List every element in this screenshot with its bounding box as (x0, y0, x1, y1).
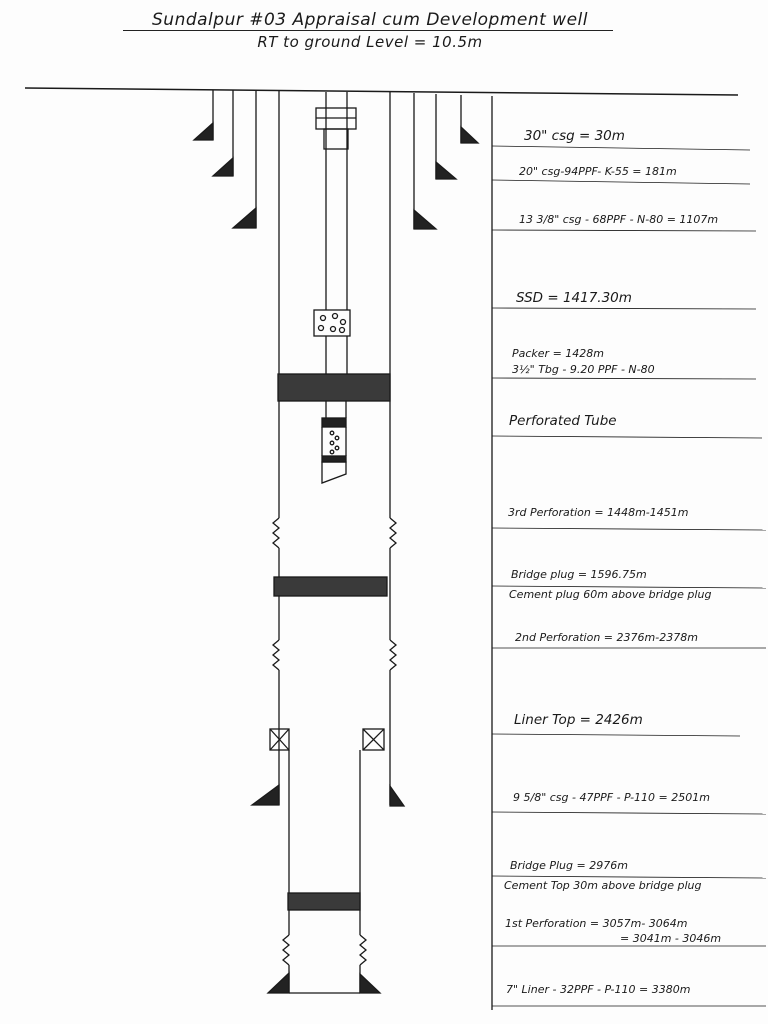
label-ssd: SSD = 1417.30m (516, 290, 632, 306)
liner-shoe (268, 973, 289, 993)
casing-9-5-8in (252, 90, 404, 806)
label-1st-perforation: 1st Perforation = 3057m- 3064m (505, 917, 688, 930)
casing-20in (213, 90, 456, 179)
label-13-3-8in-casing: 13 3/8" csg - 68PPF - N-80 = 1107m (519, 213, 719, 226)
bridge-plug-2 (288, 893, 360, 910)
label-2nd-perforation: 2nd Perforation = 2376m-2378m (515, 631, 698, 644)
casing-shoe (252, 785, 279, 805)
label-1st-perforation-alt: = 3041m - 3046m (620, 932, 722, 945)
label-bridge-plug-1: Bridge plug = 1596.75m (511, 568, 647, 581)
casing-13-3-8in (233, 90, 436, 229)
packer (278, 374, 390, 401)
bridge-plug-1 (274, 577, 387, 596)
label-perforated-tube: Perforated Tube (509, 413, 617, 429)
label-bridge-plug-2: Bridge Plug = 2976m (510, 859, 628, 872)
casing-shoe (194, 123, 213, 140)
mule-shoe (322, 462, 346, 483)
label-3rd-perforation: 3rd Perforation = 1448m-1451m (508, 506, 689, 519)
diagram-subtitle: RT to ground Level = 10.5m (257, 33, 483, 51)
liner-shoe (360, 974, 380, 993)
label-tubing: 3½" Tbg - 9.20 PPF - N-80 (512, 363, 655, 376)
label-9-5-8in-casing: 9 5/8" csg - 47PPF - P-110 = 2501m (513, 791, 710, 804)
label-30in-casing: 30" csg = 30m (524, 128, 625, 144)
casing-shoe (461, 127, 478, 143)
liner-7in (268, 750, 380, 993)
casing-shoe (414, 210, 436, 229)
casing-shoe (233, 208, 256, 228)
perforated-tube (322, 401, 346, 483)
casing-shoe (436, 162, 456, 179)
ground-level-line (25, 88, 738, 95)
casing-shoe (390, 786, 404, 806)
label-7in-liner: 7" Liner - 32PPF - P-110 = 3380m (506, 983, 691, 996)
ssd-tool (314, 310, 350, 336)
label-cement-plug-1: Cement plug 60m above bridge plug (509, 588, 712, 601)
casing-shoe (213, 158, 233, 176)
diagram-title: Sundalpur #03 Appraisal cum Development well (152, 10, 588, 30)
label-20in-casing: 20" csg-94PPF- K-55 = 181m (519, 165, 677, 178)
liner-hanger (270, 729, 384, 750)
label-packer: Packer = 1428m (512, 347, 605, 360)
label-liner-top: Liner Top = 2426m (514, 712, 643, 728)
label-cement-top-2: Cement Top 30m above bridge plug (504, 879, 702, 892)
